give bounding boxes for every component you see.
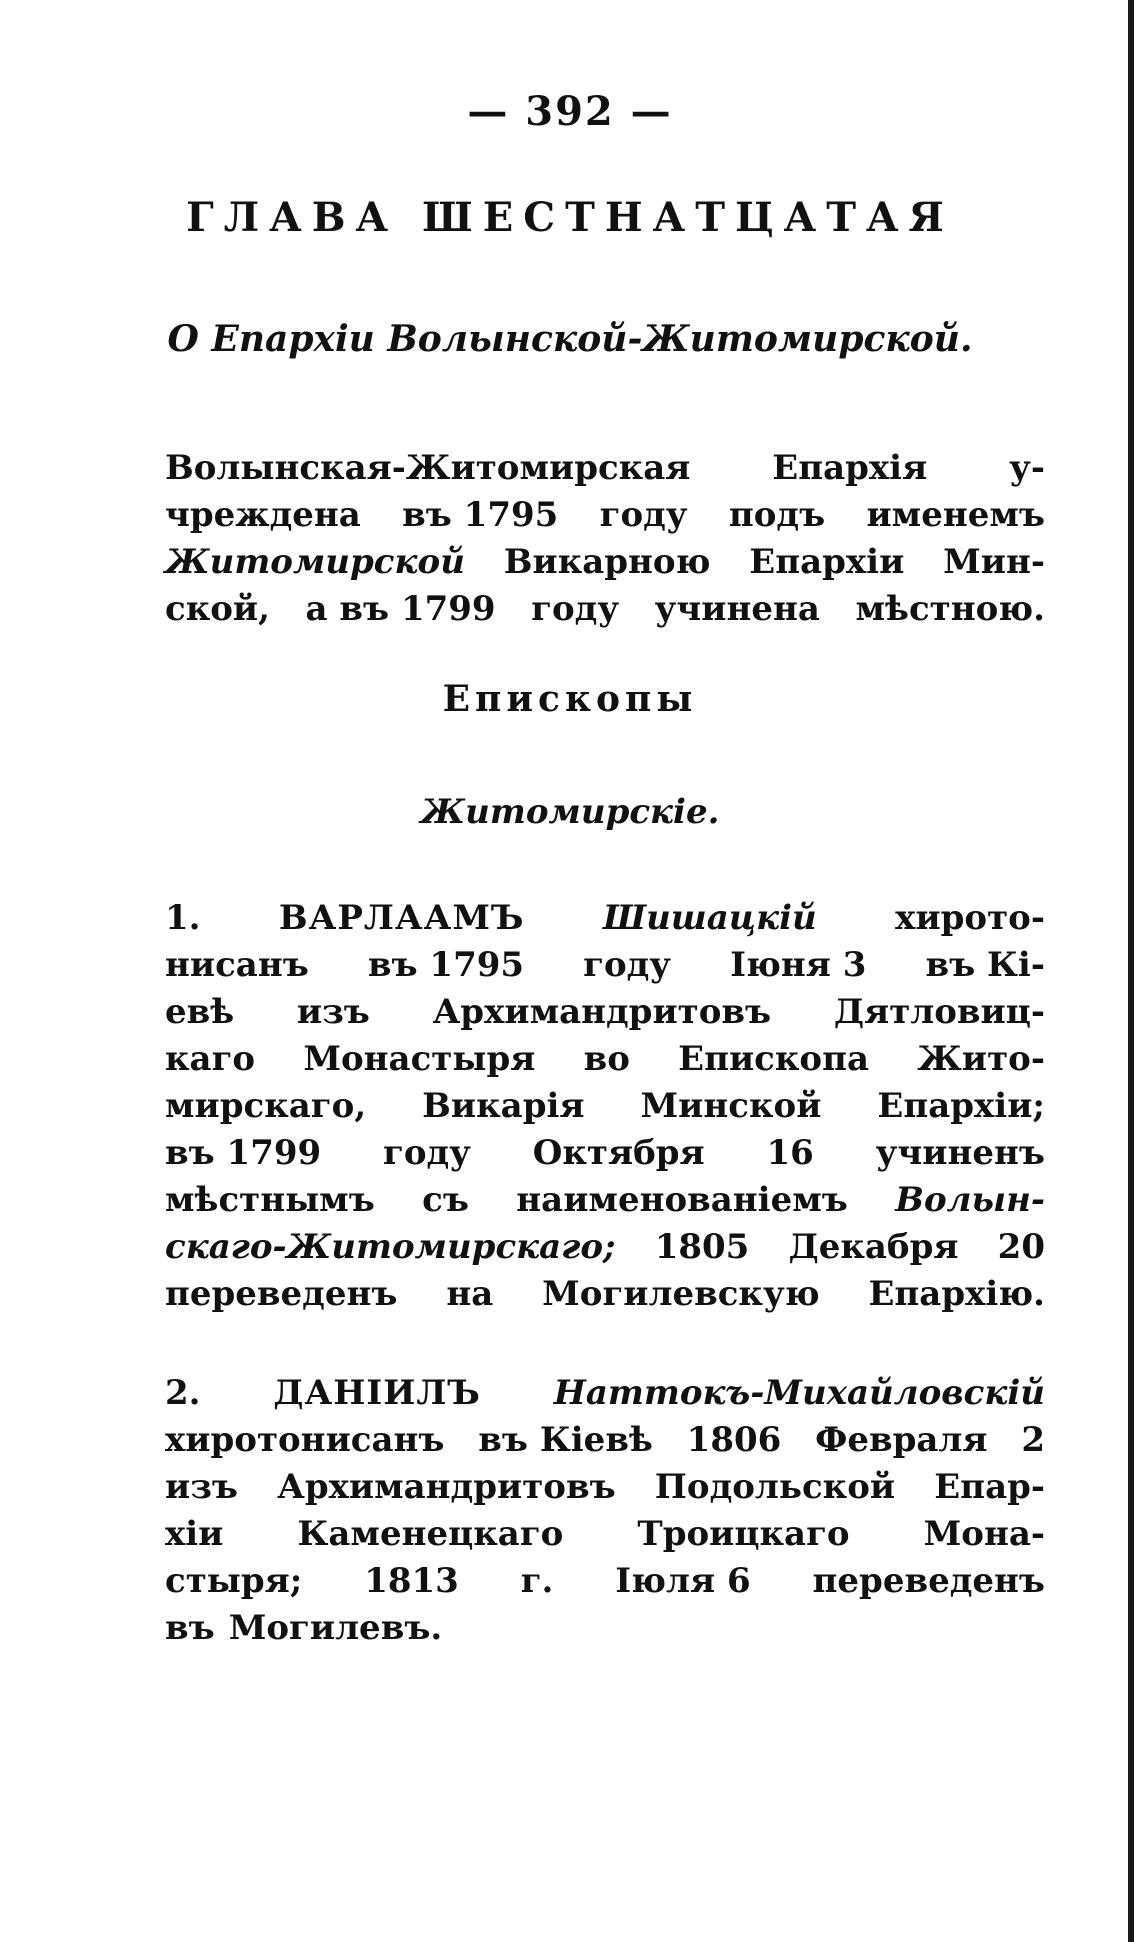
word: наименованіемъ	[516, 1180, 848, 1220]
word: нисанъ	[165, 945, 309, 985]
bishop-name: ДАНІИЛЪ	[273, 1373, 481, 1413]
word: Троицкаго	[637, 1514, 850, 1554]
word: Декабря	[788, 1227, 959, 1267]
word: учинена	[654, 589, 820, 629]
word: стыря;	[165, 1561, 303, 1601]
text-line	[165, 942, 1045, 989]
word: у-	[1009, 448, 1045, 488]
text-line	[165, 539, 1045, 586]
text-line	[165, 1370, 1045, 1417]
word: Шишацкій	[602, 898, 817, 938]
word: 16	[766, 1133, 814, 1173]
text-line	[165, 1271, 1045, 1318]
word: Іюня 3	[730, 945, 867, 985]
word: Викарною	[503, 542, 711, 582]
text-line	[165, 1130, 1045, 1177]
word: Каменецкаго	[297, 1514, 564, 1554]
text-line	[165, 1417, 1045, 1464]
word: съ	[422, 1180, 469, 1220]
word: 1813	[364, 1561, 459, 1601]
chapter-title: ГЛАВА ШЕСТНАТЦАТАЯ	[186, 194, 954, 241]
text-line	[165, 1558, 1045, 1605]
text-line	[165, 445, 1045, 492]
word: въ Кі-	[925, 945, 1045, 985]
entry-2	[165, 1370, 1045, 1652]
word: въ Кіевѣ	[478, 1420, 653, 1460]
word: въ 1795	[402, 495, 559, 535]
word: Житомирской	[165, 542, 465, 582]
word: Епар-	[934, 1467, 1045, 1507]
word: Могилевъ.	[228, 1608, 443, 1648]
text-line	[165, 989, 1045, 1036]
word: Архимандритовъ	[277, 1467, 616, 1507]
page-edge-shadow	[1128, 0, 1134, 1942]
word: подъ	[728, 495, 826, 535]
word: Волынская-Житомирская	[165, 448, 691, 488]
text-line	[165, 492, 1045, 539]
word: году	[583, 945, 672, 985]
word: мирскаго,	[165, 1086, 367, 1126]
word: изъ	[165, 1467, 238, 1507]
text-line	[165, 895, 1045, 942]
word: чреждена	[165, 495, 361, 535]
word: Подольской	[654, 1467, 896, 1507]
word: Мона-	[923, 1514, 1045, 1554]
word: Дятловиц-	[833, 992, 1045, 1032]
word: переведенъ	[165, 1274, 398, 1314]
word: Мин-	[943, 542, 1045, 582]
text-line	[165, 1036, 1045, 1083]
word: г.	[520, 1561, 554, 1601]
word: Архимандритовъ	[432, 992, 772, 1032]
word: Епархіи;	[877, 1086, 1045, 1126]
word: мѣстнымъ	[165, 1180, 375, 1220]
word: хиротонисанъ	[165, 1420, 445, 1460]
text-line	[165, 1511, 1045, 1558]
bishop-name: ВАРЛААМЪ	[278, 898, 525, 938]
word: въ	[165, 1608, 215, 1648]
word: Февраля	[815, 1420, 988, 1460]
word-group	[165, 586, 270, 633]
word: на	[446, 1274, 494, 1314]
word: въ 1795	[367, 945, 525, 985]
word: году	[531, 589, 620, 629]
chapter-subtitle: О Епархіи Волынской-Житомирской.	[167, 318, 973, 360]
section-heading: Епископы	[442, 678, 698, 720]
word: Іюля 6	[615, 1561, 751, 1601]
word: 1805	[654, 1227, 750, 1267]
word: Епархію.	[868, 1274, 1045, 1314]
word: во	[583, 1039, 630, 1079]
word: Епископа	[678, 1039, 870, 1079]
word: ской	[165, 589, 259, 629]
word: а въ 1799	[305, 589, 496, 629]
word: переведенъ	[812, 1561, 1045, 1601]
text-line	[165, 1605, 1045, 1652]
word: каго	[165, 1039, 256, 1079]
word: Минской	[640, 1086, 822, 1126]
word: Октября	[532, 1133, 705, 1173]
word: Наттокъ-Михайловскій	[553, 1373, 1045, 1413]
word: Могилевскую	[542, 1274, 820, 1314]
text-line	[165, 1083, 1045, 1130]
word: именемъ	[866, 495, 1045, 535]
word: Епархія	[772, 448, 928, 488]
word: 1806	[686, 1420, 782, 1460]
intro-paragraph	[165, 445, 1045, 633]
text-line	[165, 1177, 1045, 1224]
entry-number: 2.	[165, 1373, 201, 1413]
word: Викарія	[422, 1086, 585, 1126]
word: Жито-	[917, 1039, 1045, 1079]
word: году	[599, 495, 688, 535]
word: году	[382, 1133, 471, 1173]
text-line	[165, 1464, 1045, 1511]
entry-number: 1.	[165, 898, 201, 938]
word: 20	[997, 1227, 1045, 1267]
word: учиненъ	[875, 1133, 1045, 1173]
word: хіи	[165, 1514, 224, 1554]
word: хирото-	[895, 898, 1045, 938]
word: 2	[1021, 1420, 1045, 1460]
word: ,	[258, 589, 270, 629]
word: Монастыря	[303, 1039, 536, 1079]
word: евѣ	[165, 992, 235, 1032]
word: мѣстною.	[855, 589, 1045, 629]
text-line	[165, 1224, 1045, 1271]
entry-1	[165, 895, 1045, 1318]
word: Епархіи	[749, 542, 905, 582]
word: Волын-	[895, 1180, 1045, 1220]
word: изъ	[296, 992, 370, 1032]
text-line	[165, 586, 1045, 633]
page-number: — 392 —	[467, 88, 673, 135]
word: въ 1799	[165, 1133, 322, 1173]
section-subheading: Житомирскіе.	[420, 792, 720, 832]
word: скаго-Житомирскаго;	[165, 1227, 616, 1267]
